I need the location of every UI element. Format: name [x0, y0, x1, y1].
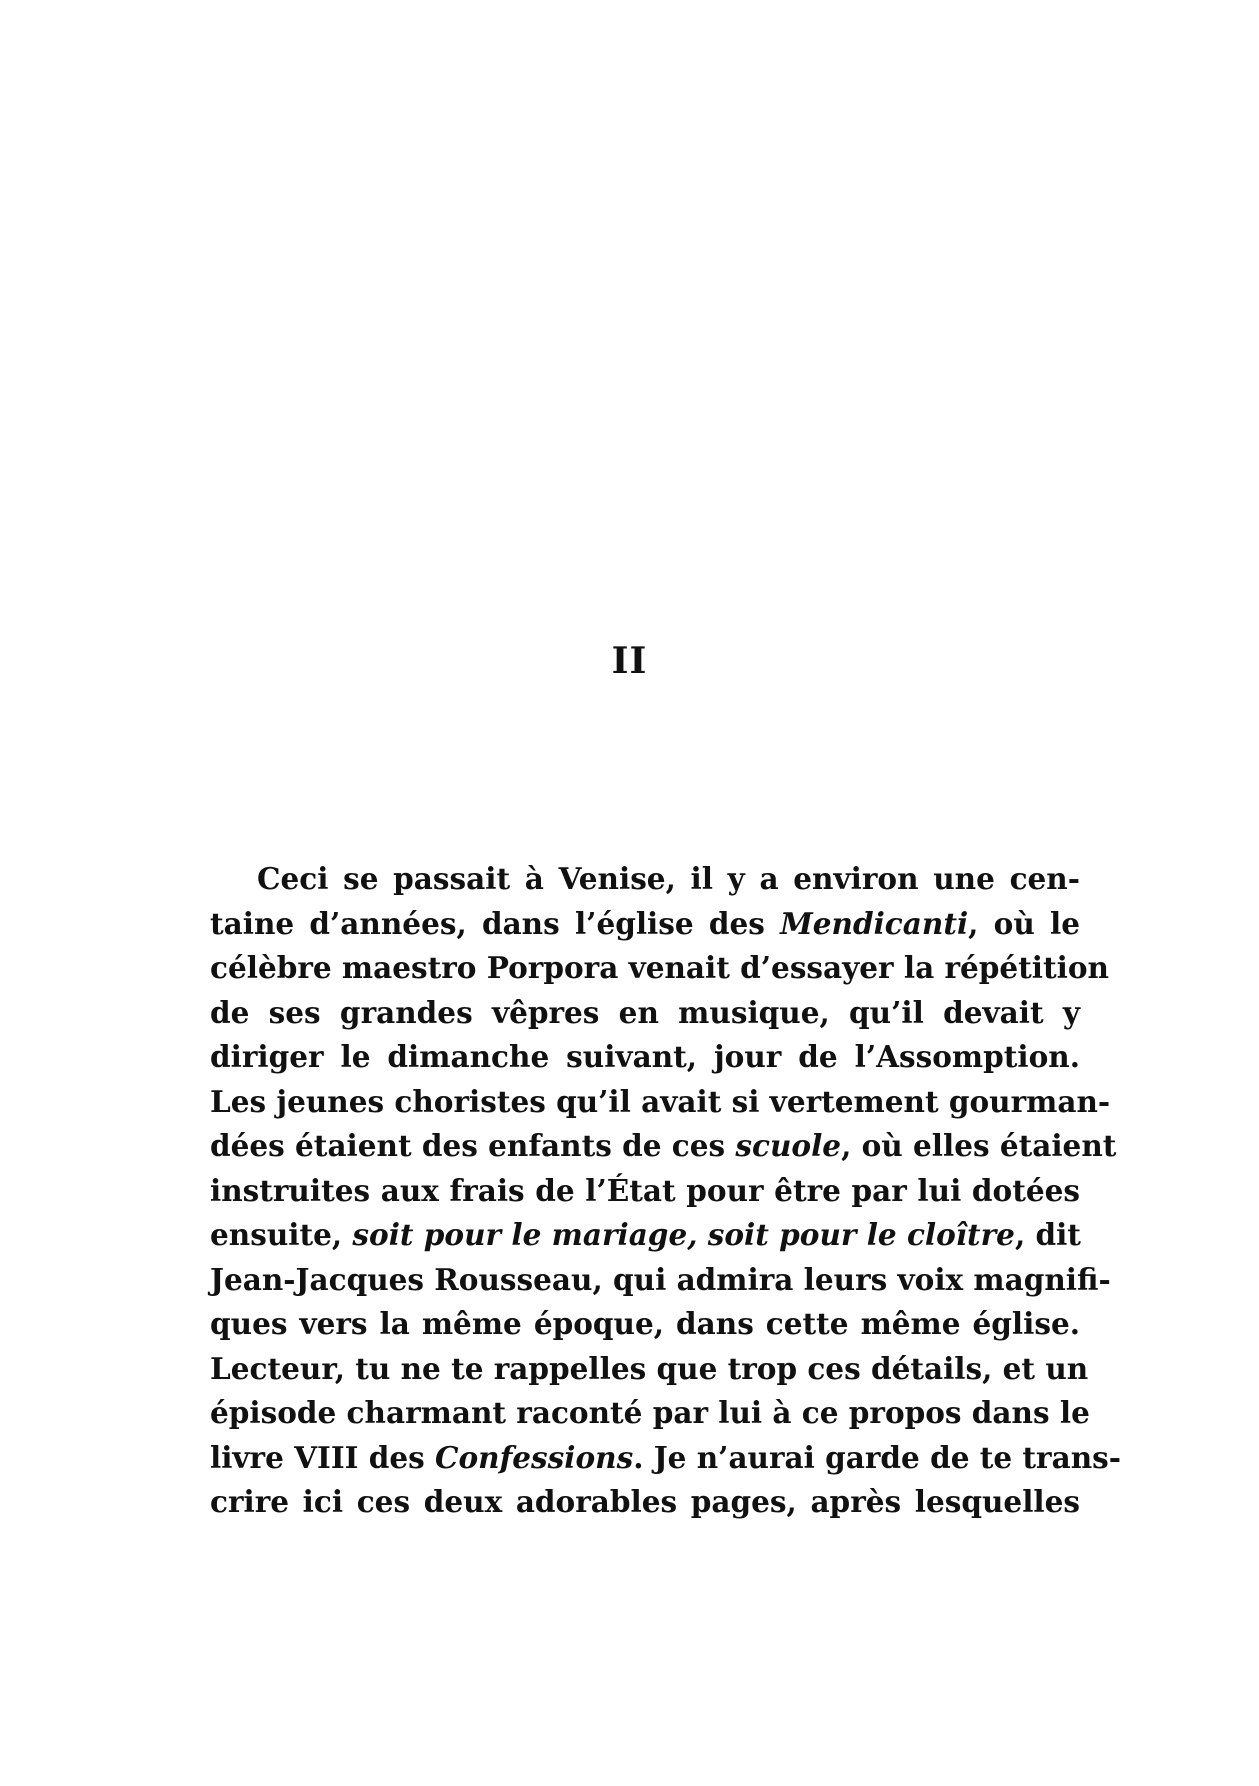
text-run: ensuite, [210, 1217, 353, 1252]
text-run: célèbre maestro Porpora venait d’essayer la répétition [210, 950, 1109, 985]
italic-text: soit pour le mariage, soit pour le cloître [352, 1217, 1015, 1252]
italic-text: Confessions [434, 1439, 634, 1475]
text-run: Lecteur, tu ne te rappelles que trop ces détails, et un [210, 1350, 1089, 1386]
text-line [210, 1302, 1080, 1347]
text-run: Ceci se passait à Venise, il y a environ une cen- [257, 861, 1080, 896]
text-run: dées étaient des enfants de ces [210, 1128, 736, 1163]
text-run: crire ici ces deux adorables pages, après lesquelles [210, 1484, 1080, 1519]
text-line [210, 946, 1109, 991]
text-line [210, 857, 1080, 902]
text-line [210, 1035, 1080, 1080]
text-line [210, 902, 1080, 947]
text-line [210, 1436, 1122, 1481]
italic-text: Mendicanti [780, 905, 969, 941]
text-line [210, 1258, 1111, 1303]
text-run: , où le [968, 905, 1080, 941]
text-run: instruites aux frais de l’État pour être par lui dotées [210, 1172, 1080, 1208]
text-run: ques vers la même époque, dans cette même église. [210, 1306, 1080, 1341]
text-line [210, 1347, 1089, 1392]
italic-text: scuole [735, 1128, 842, 1163]
text-run: de ses grandes vêpres en musique, qu’il devait y [210, 994, 1080, 1030]
chapter-number: II [611, 640, 648, 682]
text-line [210, 1480, 1080, 1525]
text-run: diriger le dimanche suivant, jour de l’Assomption. [210, 1039, 1080, 1074]
text-run: , dit [1014, 1217, 1081, 1252]
text-line [210, 1213, 1080, 1258]
text-line [210, 991, 1080, 1036]
text-run: épisode charmant raconté par lui à ce propos dans le [210, 1395, 1090, 1430]
text-line [210, 1169, 1080, 1214]
text-line [210, 1391, 1090, 1436]
text-run: , où elles étaient [841, 1128, 1117, 1163]
text-run: livre VIII des [210, 1439, 435, 1475]
text-run: Les jeunes choristes qu’il avait si vertement gourman- [210, 1083, 1111, 1119]
text-line [210, 1080, 1111, 1125]
text-run: Jean-Jacques Rousseau, qui admira leurs voix magnifi- [210, 1261, 1111, 1297]
text-line [210, 1124, 1117, 1169]
text-run: . Je n’aurai garde de te trans- [633, 1439, 1122, 1475]
body-paragraph [210, 857, 1122, 1525]
text-run: taine d’années, dans l’église des [210, 905, 781, 941]
